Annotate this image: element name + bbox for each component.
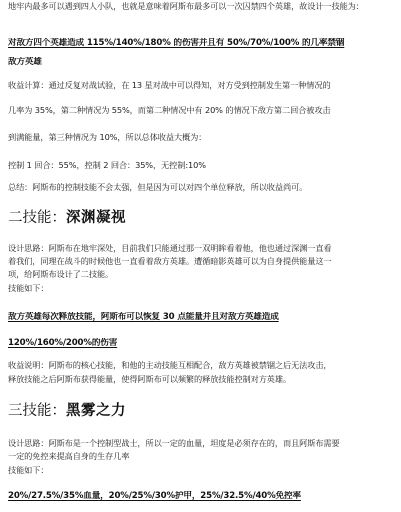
skill2-effect-line2: 120%/160%/200%的伤害 bbox=[8, 338, 118, 348]
skill3-effect-line1: 20%/27.5%/35%血量，20%/25%/30%护甲，25%/32.5%/40%免控率 bbox=[8, 491, 301, 501]
skill2-heading-title: 深渊凝视 bbox=[66, 209, 126, 226]
skill1-calc-line1: 收益计算：通过反复对战试验，在 13 星对战中可以得知，对方受到控制发生第一种情况的 bbox=[8, 80, 331, 90]
skill2-benefit-line2: 释放技能之后阿斯布获得能量，使得阿斯布可以频繁的释放技能控制对方英雄。 bbox=[8, 374, 292, 384]
skill2-benefit-line1: 收益说明：阿斯布的核心技能，和他的主动技能互相配合，敌方英雄被禁锢之后无法攻击， bbox=[8, 360, 332, 370]
skill2-heading bbox=[8, 209, 396, 227]
skill2-design-line3: 项，给阿斯布设计了二技能。 bbox=[8, 269, 114, 279]
skill1-effect-line1: 对敌方四个英雄造成 115%/140%/180% 的伤害并且有 50%/70%/100% 的几率禁锢 bbox=[8, 38, 345, 48]
skill3-heading-title: 黑雾之力 bbox=[66, 402, 126, 419]
skill3-design-line1: 设计思路：阿斯布是一个控制型战士，所以一定的血量，坦度是必须存在的，而且阿斯布需要 bbox=[8, 438, 340, 448]
skill1-calc-line2: 几率为 35%，第二种情况为 55%，而第二种情况中有 20% 的情况下敌方第二回合被攻击 bbox=[8, 105, 331, 115]
skill1-calc-line3: 到满能量，第三种情况为 10%，所以总体收益大概为： bbox=[8, 132, 207, 142]
skill2-design-line2: 着我们，同理在战斗的时候他也一直看着敌方英雄。遭循暗影英雄可以为自身提供能量这一 bbox=[8, 256, 332, 266]
skill2-effect-label: 技能如下： bbox=[8, 283, 49, 293]
skill3-design-line2: 一定的免控来提高自身的生存几率 bbox=[8, 451, 130, 461]
skill2-heading-label: 二技能： bbox=[8, 210, 66, 226]
skill1-control-line: 控制 1 回合：55%，控制 2 回合：35%，无控制:10% bbox=[8, 160, 206, 170]
skill3-heading bbox=[8, 402, 396, 420]
skill3-effect-label: 技能如下： bbox=[8, 465, 49, 475]
skill1-summary: 总结：阿斯布的控制技能不会太强，但是因为可以对四个单位释放，所以收益尚可。 bbox=[8, 182, 308, 192]
skill2-effect-line1: 敌方英雄每次释放技能，阿斯布可以恢复 30 点能量并且对敌方英雄造成 bbox=[8, 312, 279, 322]
skill1-intro: 地牢内最多可以遇到四人小队，也就是意味着阿斯布最多可以一次囚禁四个英雄，故设计一技能为： bbox=[8, 1, 364, 11]
skill2-design-line1: 设计思路：阿斯布在地牢深处，目前我们只能通过那一双明眸看着他，他也通过深渊一直看 bbox=[8, 243, 332, 253]
skill1-effect-line2: 敌方英雄 bbox=[8, 57, 42, 67]
skill3-heading-label: 三技能： bbox=[8, 403, 66, 419]
